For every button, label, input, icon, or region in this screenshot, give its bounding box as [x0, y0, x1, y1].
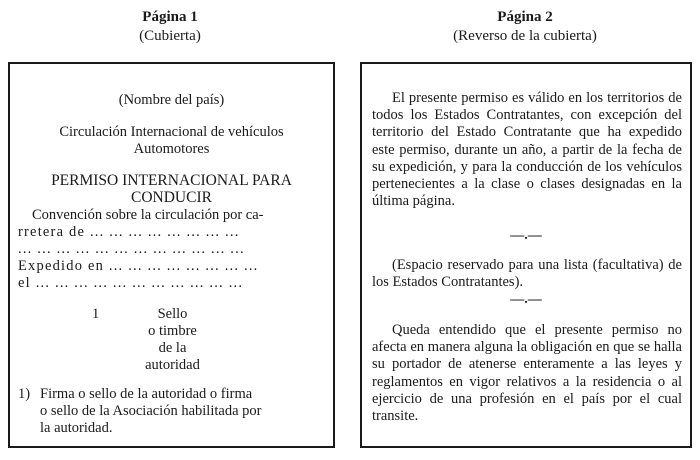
country-name-placeholder: (Nombre del país)	[118, 92, 225, 108]
page-2-title: Página 2	[497, 9, 553, 25]
dotted-line: ... ... ... ... ... ... ... ... ... ... ... ...	[18, 241, 245, 257]
cover-page-panel	[8, 62, 335, 448]
permit-title-line1: PERMISO INTERNACIONAL PARA	[51, 172, 292, 189]
page-1-subtitle: (Cubierta)	[139, 28, 201, 44]
footnote-line3: la autoridad.	[40, 420, 113, 436]
convention-line2: rretera de ... ... ... ... ... ... ... ...	[18, 224, 240, 240]
stamp-line1: Sello	[157, 306, 188, 322]
footnote-line1: Firma o sello de la autoridad o firma	[40, 386, 253, 402]
stamp-line2: o timbre	[148, 323, 197, 339]
stamp-line4: autoridad	[145, 357, 200, 373]
validity-paragraph: El presente permiso es válido en los territorios de todos los Estados Contratantes, con excepción del territorio del Estado Contratante que ha expedido este permiso, durante un año, a partir de la fecha de su expedición, y para la conducción de los vehículos pertenecientes a la clase o clases designadas en la última página.	[372, 90, 682, 210]
stamp-line3: de la	[158, 340, 187, 356]
convention-line1: Convención sobre la circulación por ca-	[32, 207, 264, 223]
reserved-space-paragraph: (Espacio reservado para una lista (facultativa) de los Estados Contratantes).	[372, 257, 682, 291]
page-1-title: Página 1	[142, 9, 198, 25]
cover-reverse-panel	[360, 62, 692, 448]
circulation-title-line2: Automotores	[133, 141, 210, 157]
permit-title-line2: CONDUCIR	[131, 189, 212, 206]
separator-2: —.—	[510, 292, 542, 307]
page-1-heading	[10, 8, 330, 46]
separator-1: —.—	[510, 228, 542, 243]
issued-in-line: Expedido en ... ... ... ... ... ... ... ...	[18, 258, 259, 274]
understood-paragraph: Queda entendido que el presente permiso no afecta en manera alguna la obligación en que se halla su portador de atenerse enteramente a las leyes y reglamentos en vigor relativos a la residencia o al ejercicio de una profesión en el país por el cual transite.	[372, 322, 682, 425]
circulation-title-line1: Circulación Internacional de vehículos	[59, 124, 284, 140]
footnote-line2: o sello de la Asociación habilitada por	[40, 403, 262, 419]
issued-date-line: el ... ... ... ... ... ... ... ... ... ... ...	[18, 275, 244, 291]
footnote-number: 1)	[18, 386, 31, 402]
page-2-subtitle: (Reverso de la cubierta)	[453, 28, 597, 44]
page-2-heading	[360, 8, 690, 46]
stamp-footnote-mark: 1	[92, 306, 100, 322]
